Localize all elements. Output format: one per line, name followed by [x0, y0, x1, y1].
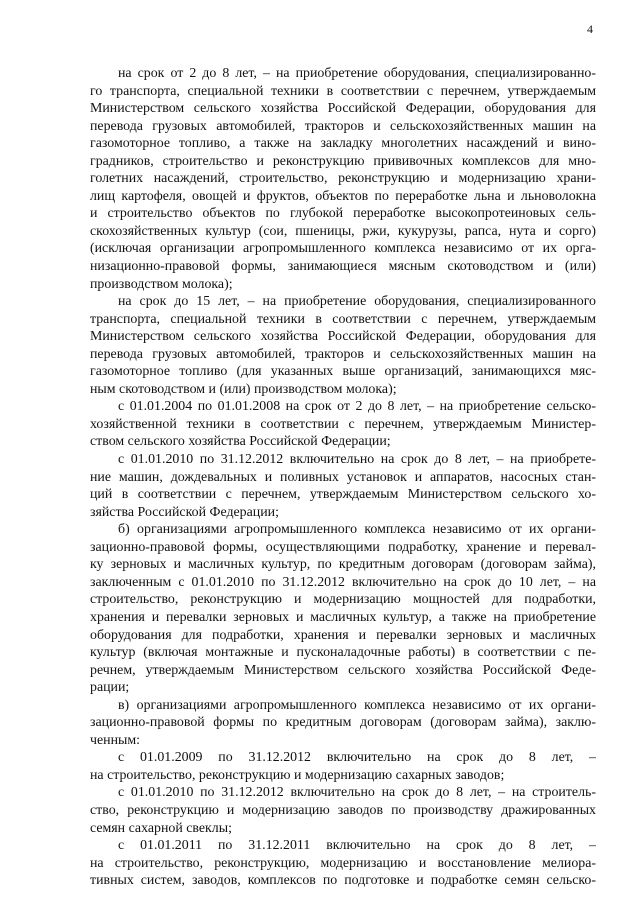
- text-line: на срок от 2 до 8 лет, – на приобретение оборудования, специализированно-: [118, 66, 596, 81]
- paragraph-8: [90, 784, 596, 837]
- text-line: ным скотоводством и (или) производством молока);: [90, 381, 397, 397]
- text-line: тивных систем, заводов, комплексов по подготовке и подработке семян сельско-: [90, 873, 596, 889]
- text-line: с 01.01.2010 по 31.12.2012 включительно на срок до 8 лет, – на приобрете-: [118, 452, 596, 468]
- text-line: хозяйственной техники в соответствии с перечнем, утверждаемым Министер-: [90, 416, 596, 432]
- paragraph-9: [90, 837, 596, 890]
- paragraph-1: [90, 65, 596, 293]
- text-line: с 01.01.2009 по 31.12.2012 включительно на срок до 8 лет, –: [118, 750, 596, 766]
- text-line: Министерством сельского хозяйства Российской Федерации, оборудования для: [90, 329, 596, 345]
- text-line: хранения и перевалки зерновых и масличных культур, а также на приобретение: [90, 609, 596, 625]
- paragraph-4: [90, 451, 596, 521]
- paragraph-7: [90, 749, 596, 784]
- text-line: (исключая организации агропромышленного комплекса независимо от их орга-: [90, 241, 596, 257]
- text-line: градников, строительство и реконструкцию прививочных комплексов для мно-: [90, 153, 596, 169]
- text-line: газомоторное топливо, а также на закладку многолетних насаждений и вино-: [90, 136, 596, 152]
- text-line: скохозяйственных культур (сои, пшеницы, ржи, кукурузы, рапса, нута и сорго): [90, 223, 596, 239]
- text-line: и строительство объектов по глубокой переработке высокопротеиновых сель-: [90, 206, 596, 222]
- text-line: ством сельского хозяйства Российской Федерации;: [90, 434, 391, 450]
- text-line: го транспорта, специальной техники в соответствии с перечнем, утверждаемым: [90, 83, 596, 99]
- page-number: 4: [587, 22, 593, 36]
- text-line: Министерством сельского хозяйства Российской Федерации, оборудования для: [90, 101, 596, 117]
- document-body: [90, 65, 596, 890]
- text-line: в) организациями агропромышленного комплекса независимо от их органи-: [118, 697, 596, 713]
- text-line: зационно-правовой формы по кредитным договорам (договорам займа), заклю-: [90, 715, 596, 731]
- text-line: ченным:: [90, 732, 141, 748]
- text-line: семян сахарной свеклы;: [90, 820, 232, 836]
- paragraph-2: [90, 293, 596, 398]
- text-line: на строительство, реконструкцию и модернизацию сахарных заводов;: [90, 767, 505, 783]
- paragraph-3: [90, 398, 596, 451]
- text-line: б) организациями агропромышленного комплекса независимо от их органи-: [118, 522, 596, 538]
- text-line: ство, реконструкцию и модернизацию заводов по производству дражированных: [90, 802, 596, 818]
- text-line: оборудования для подработки, хранения и перевалки зерновых и масличных: [90, 627, 596, 643]
- text-line: ций в соответствии с перечнем, утверждаемым Министерством сельского хо-: [90, 487, 596, 503]
- paragraph-6: [90, 697, 596, 750]
- text-line: газомоторное топливо (для указанных выше организаций, занимающихся мяс-: [90, 364, 596, 380]
- text-line: с 01.01.2004 по 01.01.2008 на срок от 2 до 8 лет, – на приобретение сельско-: [118, 399, 596, 415]
- text-line: строительство, реконструкцию и модернизацию мощностей для подработки,: [90, 592, 596, 608]
- text-line: перевода грузовых автомобилей, тракторов и сельскохозяйственных машин на: [90, 346, 596, 362]
- text-line: производством молока);: [90, 276, 233, 292]
- text-line: культур (включая монтажные и пусконаладочные работы) в соответствии с пе-: [90, 645, 596, 661]
- text-line: на срок до 15 лет, – на приобретение оборудования, специализированного: [118, 294, 596, 310]
- text-line: заключенным с 01.01.2010 по 31.12.2012 включительно на срок до 10 лет, – на: [90, 574, 596, 590]
- text-line: рации;: [90, 680, 130, 696]
- text-line: транспорта, специальной техники в соответствии с перечнем, утверждаемым: [90, 311, 596, 327]
- paragraph-5: [90, 521, 596, 696]
- text-line: ние машин, дождевальных и поливных установок и аппаратов, насосных стан-: [90, 469, 596, 485]
- text-line: зяйства Российской Федерации;: [90, 504, 279, 520]
- text-line: с 01.01.2011 по 31.12.2011 включительно на срок до 8 лет, –: [118, 838, 596, 854]
- text-line: речнем, утверждаемым Министерством сельского хозяйства Российской Феде-: [90, 662, 596, 678]
- text-line: голетних насаждений, строительство, реконструкцию и модернизацию храни-: [90, 171, 596, 187]
- text-line: лищ картофеля, овощей и фруктов, объектов по переработке льна и льноволокна: [90, 188, 596, 204]
- text-line: ку зерновых и масличных культур, по кредитным договорам (договорам займа),: [90, 557, 596, 573]
- text-line: низационно-правовой формы, занимающиеся мясным скотоводством и (или): [90, 259, 596, 275]
- text-line: на строительство, реконструкцию, модернизацию и восстановление мелиора-: [90, 855, 596, 871]
- text-line: с 01.01.2010 по 31.12.2012 включительно на срок до 8 лет, – на строитель-: [118, 785, 596, 801]
- text-line: зационно-правовой формы, осуществляющими подработку, хранение и перевал-: [90, 539, 596, 555]
- text-line: перевода грузовых автомобилей, тракторов и сельскохозяйственных машин на: [90, 118, 596, 134]
